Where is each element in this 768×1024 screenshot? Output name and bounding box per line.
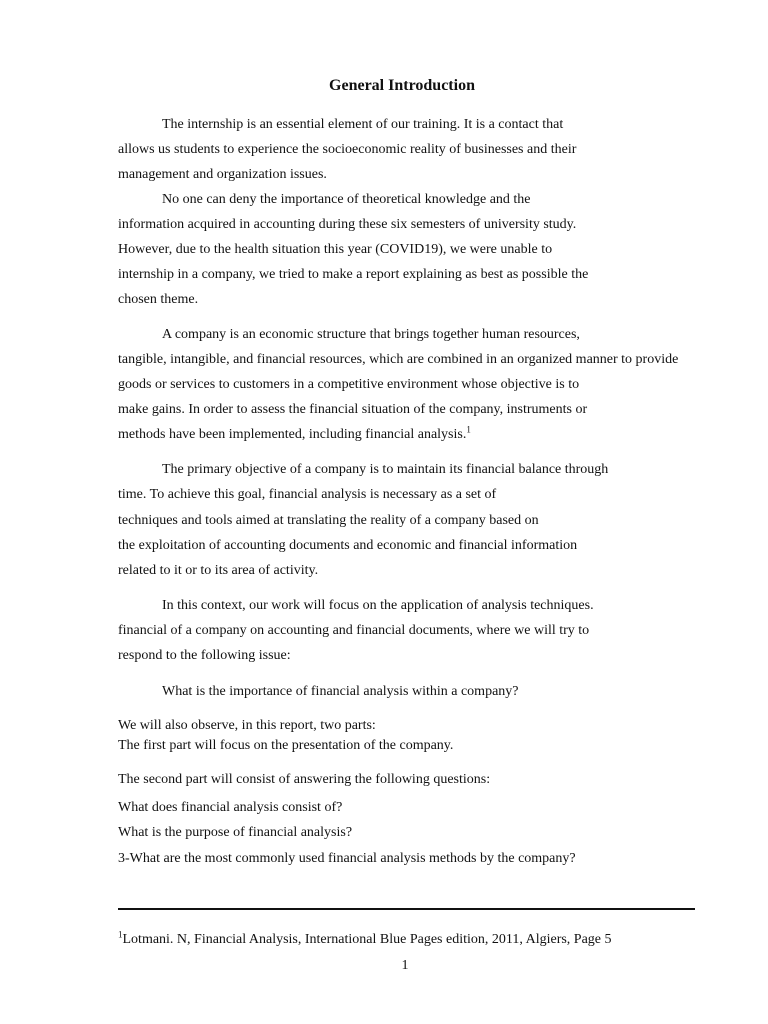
question-item: What does financial analysis consist of? [118, 800, 343, 815]
first-part: The first part will focus on the presentation of the company. [118, 738, 454, 753]
paragraph-line: No one can deny the importance of theoretical knowledge and the [162, 192, 531, 207]
paragraph-line: allows us students to experience the socioeconomic reality of businesses and their [118, 142, 577, 157]
page-number: 1 [401, 958, 409, 973]
paragraph-line: management and organization issues. [118, 167, 327, 182]
research-question: What is the importance of financial analysis within a company? [162, 684, 519, 699]
paragraph-line-text: methods have been implemented, including financial analysis. [118, 427, 467, 442]
footnote-reference: 1 [466, 424, 471, 435]
second-part: The second part will consist of answering the following questions: [118, 772, 491, 787]
footnote-text: Lotmani. N, Financial Analysis, International Blue Pages edition, 2011, Algiers, Page 5 [122, 932, 612, 947]
paragraph-line: A company is an economic structure that brings together human resources, [162, 327, 580, 342]
question-item: What is the purpose of financial analysis? [118, 825, 353, 840]
footnote [118, 931, 612, 949]
paragraph-line-with-footnote [118, 426, 471, 444]
paragraph-line: The internship is an essential element of our training. It is a contact that [162, 117, 564, 132]
paragraph-line: the exploitation of accounting documents and economic and financial information [118, 538, 578, 553]
paragraph-line: The primary objective of a company is to maintain its financial balance through [162, 462, 609, 477]
paragraph-line: make gains. In order to assess the financial situation of the company, instruments or [118, 402, 588, 417]
parts-intro: We will also observe, in this report, two parts: [118, 718, 376, 733]
paragraph-line: information acquired in accounting during these six semesters of university study. [118, 217, 577, 232]
question-item: 3-What are the most commonly used financial analysis methods by the company? [118, 851, 576, 866]
paragraph-line: techniques and tools aimed at translating the reality of a company based on [118, 513, 539, 528]
paragraph-line: financial of a company on accounting and financial documents, where we will try to [118, 623, 590, 638]
paragraph-line: internship in a company, we tried to make a report explaining as best as possible the [118, 267, 589, 282]
paragraph-line: related to it or to its area of activity. [118, 563, 319, 578]
paragraph-line: goods or services to customers in a competitive environment whose objective is to [118, 377, 580, 392]
footnote-marker: 1 [118, 929, 123, 940]
page-title: General Introduction [329, 77, 475, 94]
paragraph-line: time. To achieve this goal, financial analysis is necessary as a set of [118, 487, 497, 502]
paragraph-line: However, due to the health situation this year (COVID19), we were unable to [118, 242, 553, 257]
footnote-separator [118, 908, 695, 910]
paragraph-line: In this context, our work will focus on the application of analysis techniques. [162, 598, 594, 613]
paragraph-line: chosen theme. [118, 292, 199, 307]
paragraph-line: respond to the following issue: [118, 648, 291, 663]
paragraph-line: tangible, intangible, and financial resources, which are combined in an organized manner to provide [118, 352, 679, 367]
